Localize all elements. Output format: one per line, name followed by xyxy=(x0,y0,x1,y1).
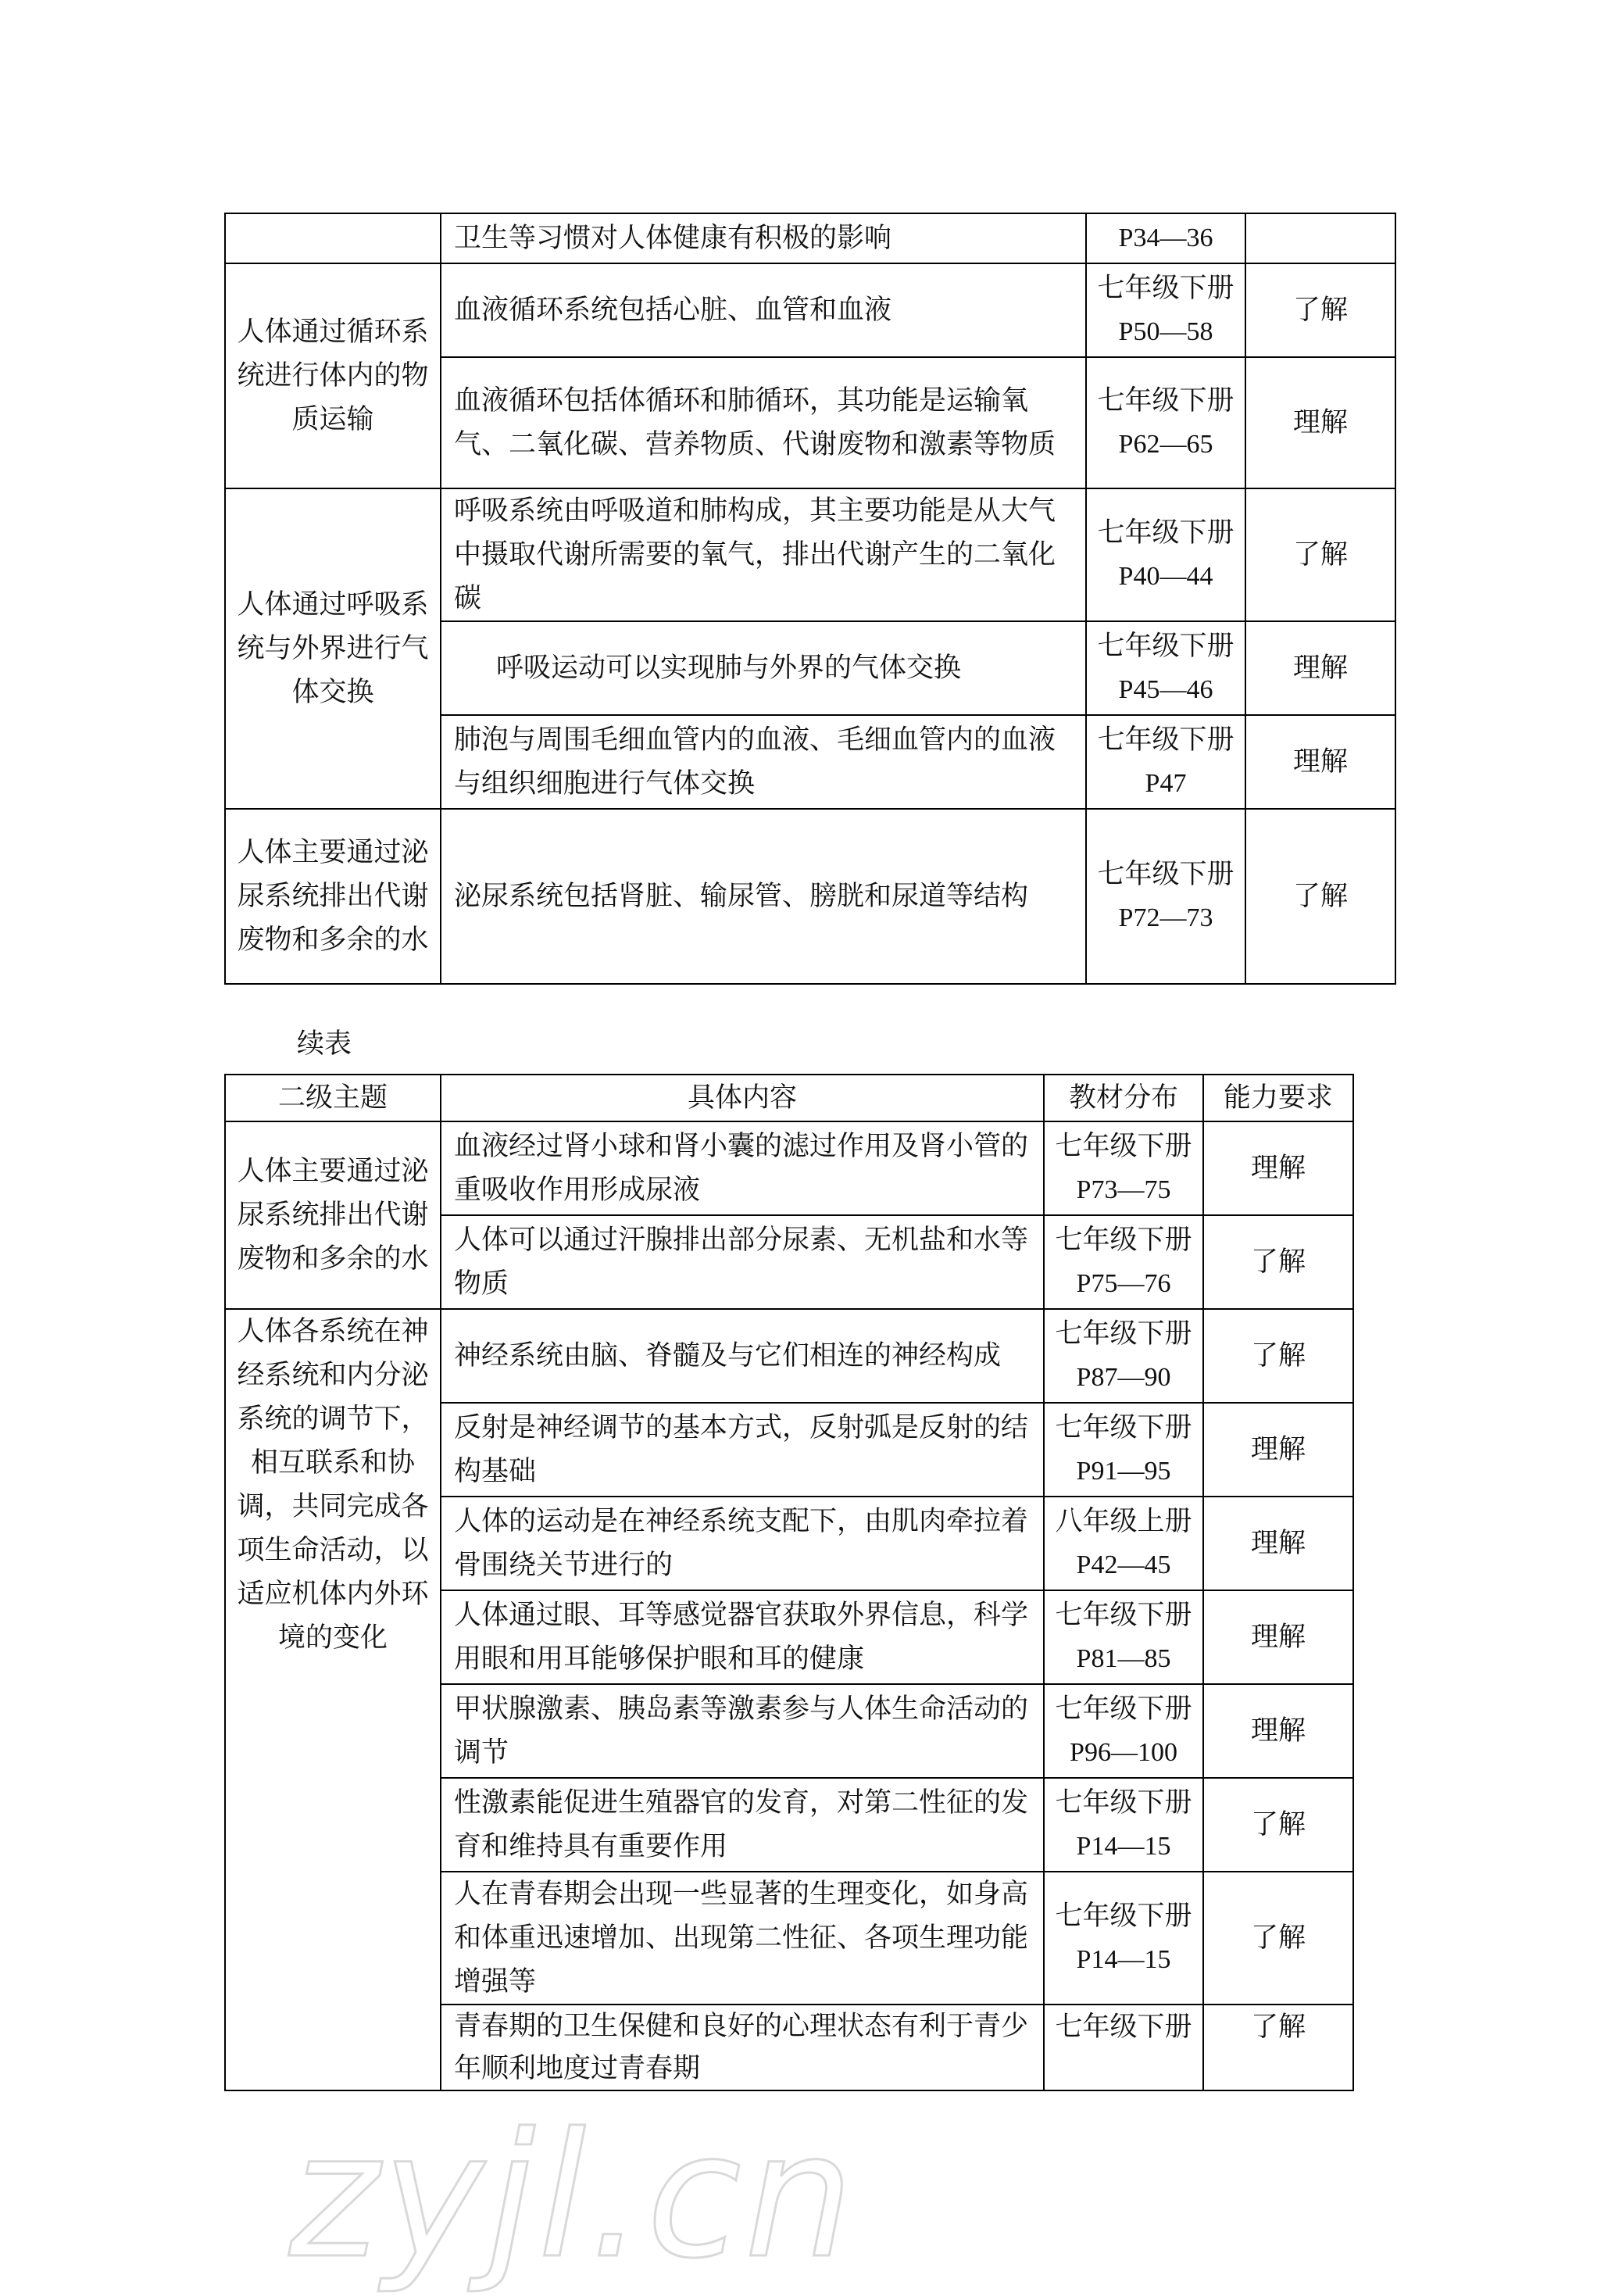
textbook-cell xyxy=(1086,809,1245,984)
topic-cell: 人体主要通过泌尿系统排出代谢废物和多余的水 xyxy=(225,1121,441,1309)
content-cell: 呼吸运动可以实现肺与外界的气体交换 xyxy=(441,621,1086,715)
content-cell: 性激素能促进生殖器官的发育，对第二性征的发育和维持具有重要作用 xyxy=(441,1778,1044,1872)
level-cell: 理解 xyxy=(1245,621,1395,715)
textbook-grade: 七年级下册 xyxy=(1055,1225,1192,1256)
textbook-grade: 七年级下册 xyxy=(1055,1901,1192,1932)
textbook-grade: 七年级下册 xyxy=(1055,1600,1192,1631)
textbook-cell xyxy=(1044,1590,1203,1684)
content-cell: 人体的运动是在神经系统支配下，由肌肉牵拉着骨围绕关节进行的 xyxy=(441,1497,1044,1590)
textbook-pages: P14—15 xyxy=(1076,1945,1171,1974)
level-cell: 理解 xyxy=(1203,1121,1353,1215)
content-cell: 血液经过肾小球和肾小囊的滤过作用及肾小管的重吸收作用形成尿液 xyxy=(441,1121,1044,1215)
textbook-cell xyxy=(1086,357,1245,488)
level-cell xyxy=(1245,213,1395,263)
table-row xyxy=(225,488,1395,621)
level-cell: 理解 xyxy=(1245,715,1395,809)
textbook-pages: P91—95 xyxy=(1076,1457,1171,1486)
textbook-grade: 七年级下册 xyxy=(1055,1787,1192,1819)
content-cell: 人体通过眼、耳等感觉器官获取外界信息，科学用眼和用耳能够保护眼和耳的健康 xyxy=(441,1590,1044,1684)
textbook-pages: P72—73 xyxy=(1118,903,1213,932)
level-cell: 理解 xyxy=(1203,1403,1353,1497)
textbook-grade: 七年级下册 xyxy=(1055,2012,1192,2043)
topic-cell xyxy=(225,213,441,263)
content-cell: 神经系统由脑、脊髓及与它们相连的神经构成 xyxy=(441,1309,1044,1403)
content-cell: 人体可以通过汗腺排出部分尿素、无机盐和水等物质 xyxy=(441,1215,1044,1309)
textbook-cell xyxy=(1044,1309,1203,1403)
textbook-pages: P14—15 xyxy=(1076,1832,1171,1861)
table-row xyxy=(225,1309,1353,1403)
level-cell: 理解 xyxy=(1245,357,1395,488)
textbook-pages: P42—45 xyxy=(1076,1550,1171,1579)
textbook-pages: P62—65 xyxy=(1118,430,1213,459)
textbook-cell xyxy=(1044,1684,1203,1778)
content-cell: 血液循环包括体循环和肺循环，其功能是运输氧气、二氧化碳、营养物质、代谢废物和激素等物质 xyxy=(441,357,1086,488)
level-cell: 理解 xyxy=(1203,1684,1353,1778)
textbook-cell xyxy=(1044,1215,1203,1309)
header-level: 能力要求 xyxy=(1203,1075,1353,1121)
textbook-grade: 七年级下册 xyxy=(1055,1693,1192,1725)
content-cell: 肺泡与周围毛细血管内的血液、毛细血管内的血液与组织细胞进行气体交换 xyxy=(441,715,1086,809)
header-textbook: 教材分布 xyxy=(1044,1075,1203,1121)
textbook-grade: 七年级下册 xyxy=(1055,1412,1192,1443)
textbook-grade: 七年级下册 xyxy=(1055,1131,1192,1162)
textbook-pages: P87—90 xyxy=(1076,1363,1171,1392)
content-cell: 甲状腺激素、胰岛素等激素参与人体生命活动的调节 xyxy=(441,1684,1044,1778)
textbook-grade: 七年级下册 xyxy=(1097,724,1234,756)
table-header-row xyxy=(225,1075,1353,1121)
header-topic: 二级主题 xyxy=(225,1075,441,1121)
textbook-grade: 八年级上册 xyxy=(1055,1506,1192,1537)
level-cell: 了解 xyxy=(1203,1872,1353,2005)
textbook-cell xyxy=(1086,488,1245,621)
textbook-pages: P45—46 xyxy=(1118,675,1213,704)
content-cell: 泌尿系统包括肾脏、输尿管、膀胱和尿道等结构 xyxy=(441,809,1086,984)
textbook-grade: 七年级下册 xyxy=(1097,517,1234,549)
watermark: zyjl.cn xyxy=(289,2096,857,2296)
content-cell: 反射是神经调节的基本方式，反射弧是反射的结构基础 xyxy=(441,1403,1044,1497)
level-cell: 了解 xyxy=(1203,1309,1353,1403)
textbook-pages: P40—44 xyxy=(1118,562,1213,591)
textbook-cell xyxy=(1086,621,1245,715)
level-cell: 了解 xyxy=(1203,1215,1353,1309)
table-row xyxy=(225,213,1395,263)
content-cell: 血液循环系统包括心脏、血管和血液 xyxy=(441,263,1086,357)
table-row xyxy=(225,1121,1353,1215)
topic-cell: 人体通过循环系统进行体内的物质运输 xyxy=(225,263,441,488)
textbook-cell xyxy=(1044,1778,1203,1872)
textbook-pages: P81—85 xyxy=(1076,1644,1171,1673)
level-cell: 了解 xyxy=(1245,263,1395,357)
textbook-pages: P50—58 xyxy=(1118,317,1213,346)
textbook-cell xyxy=(1086,213,1245,263)
continued-table-caption: 续表 xyxy=(297,1028,352,1060)
textbook-cell xyxy=(1044,2005,1203,2090)
textbook-cell xyxy=(1044,1121,1203,1215)
level-cell: 了解 xyxy=(1203,1778,1353,1872)
topic-cell: 人体通过呼吸系统与外界进行气体交换 xyxy=(225,488,441,809)
level-cell: 理解 xyxy=(1203,1497,1353,1590)
textbook-grade: 七年级下册 xyxy=(1097,859,1234,890)
textbook-grade: 七年级下册 xyxy=(1055,1318,1192,1350)
level-cell: 了解 xyxy=(1245,488,1395,621)
level-cell: 了解 xyxy=(1245,809,1395,984)
level-cell: 理解 xyxy=(1203,1590,1353,1684)
content-cell: 呼吸系统由呼吸道和肺构成，其主要功能是从大气中摄取代谢所需要的氧气，排出代谢产生的二氧化碳 xyxy=(441,488,1086,621)
textbook-cell xyxy=(1086,715,1245,809)
header-content: 具体内容 xyxy=(441,1075,1044,1121)
textbook-grade: 七年级下册 xyxy=(1097,273,1234,304)
content-cell: 青春期的卫生保健和良好的心理状态有利于青少年顺利地度过青春期 xyxy=(441,2005,1044,2090)
textbook-cell xyxy=(1086,263,1245,357)
textbook-cell xyxy=(1044,1497,1203,1590)
content-cell: 人在青春期会出现一些显著的生理变化，如身高和体重迅速增加、出现第二性征、各项生理功能增强等 xyxy=(441,1872,1044,2005)
curriculum-table-continued xyxy=(224,1074,1354,2091)
textbook-pages: P73—75 xyxy=(1076,1175,1171,1204)
textbook-grade: 七年级下册 xyxy=(1097,631,1234,662)
textbook-grade: 七年级下册 xyxy=(1097,385,1234,417)
textbook-cell xyxy=(1044,1403,1203,1497)
textbook-pages: P96—100 xyxy=(1070,1738,1177,1767)
table-row xyxy=(225,809,1395,984)
textbook-pages: P75—76 xyxy=(1076,1269,1171,1298)
topic-cell: 人体主要通过泌尿系统排出代谢废物和多余的水 xyxy=(225,809,441,984)
content-cell: 卫生等习惯对人体健康有积极的影响 xyxy=(441,213,1086,263)
topic-cell: 人体各系统在神经系统和内分泌系统的调节下，相互联系和协调，共同完成各项生命活动，以适应机体内外环境的变化 xyxy=(225,1309,441,2090)
textbook-pages: P34—36 xyxy=(1118,224,1213,252)
textbook-pages: P47 xyxy=(1145,769,1187,798)
curriculum-table-top xyxy=(224,213,1396,985)
table-row xyxy=(225,263,1395,357)
level-cell: 了解 xyxy=(1203,2005,1353,2090)
textbook-cell xyxy=(1044,1872,1203,2005)
